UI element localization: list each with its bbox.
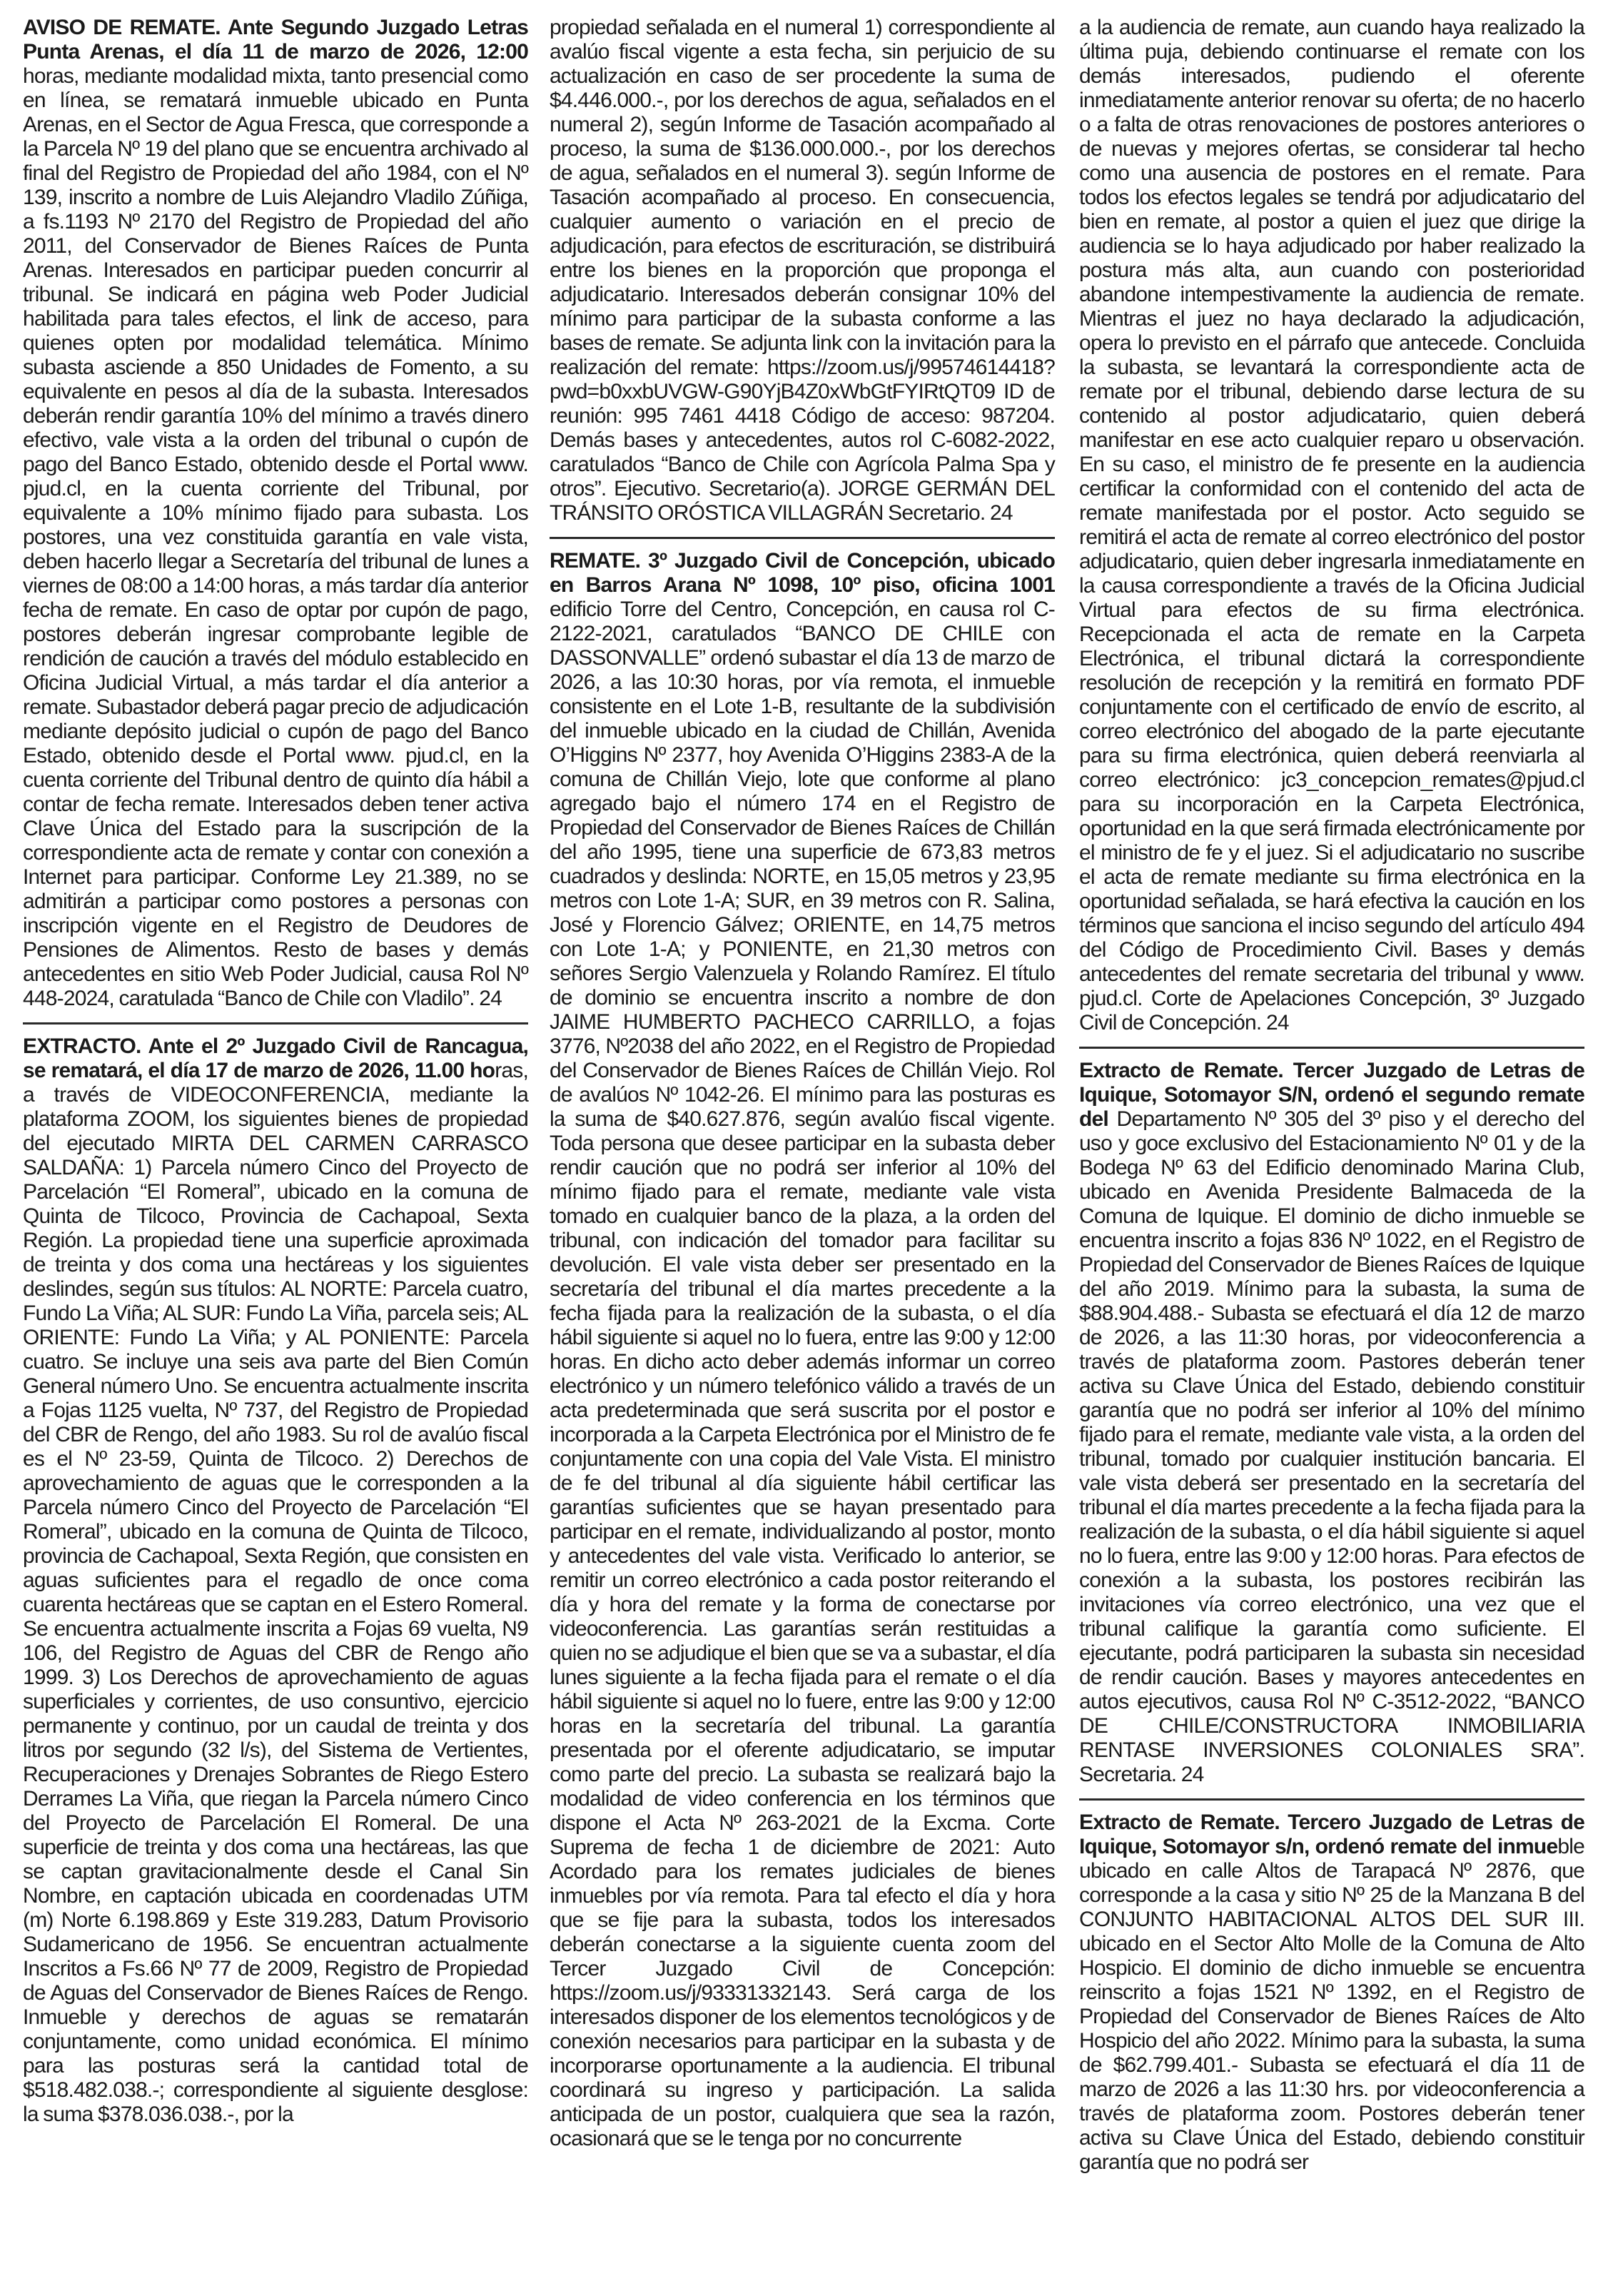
notice-body: propiedad señalada en el numeral 1) correspondiente al avalúo fiscal vigente a esta fecha, sin perjuicio de su actualización en caso de ser procedente la suma de $4.446.000.-, por los derechos de agua, señalados en el numeral 2), según Informe de Tasación acompañado al proceso, la suma de $136.000.000.-, por los derechos de agua, señalados en el numeral 3). según Informe de Tasación acompañado al proceso. En consecuencia, cualquier aumento o variación en el precio de adjudicación, para efectos de escrituración, se distribuirá entre los bienes en la proporción que proponga el adjudicatario. Interesados deberán consignar 10% del mínimo para participar de la subasta conforme a las bases de remate. Se adjunta link con la invitación para la realización del remate: https://zoom.us/j/99574614418?pwd=b0xxbUVGW-G90YjB4Z0xWbGtFYIRtQT09 ID de reunión: 995 7461 4418 Código de acceso: 987204. Demás bases y antecedentes, autos rol C-6082-2022, caratulados “Banco de Chile con Agrícola Palma Spa y otros”. Ejecutivo. Secretario(a). JORGE GERMÁN DEL TRÁNSITO ORÓSTICA VILLAGRÁN Secretario. 24 xyxy=(550,16,1055,525)
notice-aviso-remate-punta-arenas xyxy=(23,16,528,1011)
notice-extracto-rancagua xyxy=(23,1034,528,2127)
column-2 xyxy=(550,16,1055,2151)
notice-remate-concepcion-continued xyxy=(1079,16,1584,1035)
notice-heading: AVISO DE REMATE. Ante Segundo Juzgado Letras Punta Arenas, el día 11 de marzo de 2026, 12:00 xyxy=(23,16,528,64)
column-1 xyxy=(23,16,528,2127)
column-3 xyxy=(1079,16,1584,2175)
notice-body: Departamento Nº 305 del 3º piso y el derecho del uso y goce exclusivo del Estacionamiento Nº 01 y de la Bodega Nº 63 del Edificio denominado Marina Club, ubicado en Avenida Presidente Balmaceda de la Comuna de Iquique. El dominio de dicho inmueble se encuentra inscrito a fojas 836 Nº 1022, en el Registro de Propiedad del Conservador de Bienes Raíces de Iquique del año 2019. Mínimo para la subasta, la suma de $88.904.488.- Subasta se efectuará el día 12 de marzo de 2026, a las 11:30 horas, por videoconferencia a través de plataforma zoom. Pastores deberán tener activa su Clave Única del Estado, debiendo constituir garantía que no podrá ser inferior al 10% del mínimo fijado para el remate, mediante vale vista, a la orden del tribunal, tomado por cualquier institución bancaria. El vale vista deberá ser presentado en la secretaría del tribunal el día martes precedente a la fecha fijada para la realización de la subasta, o el día hábil siguiente si aquel no lo fuera, entre las 9:00 y 12:00 horas. Para efectos de conexión a la subasta, los postores recibirán las invitaciones vía correo electrónico, una vez que el tribunal califique la garantía como suficiente. El ejecutante, podrá participaren la subasta sin necesidad de rendir caución. Bases y mayores antecedentes en autos ejecutivos, causa Rol Nº C-3512-2022, “BANCO DE CHILE/CONSTRUCTORA INMOBILIARIA RENTASE INVERSIONES COLONIALES SRA”. Secretaria. 24 xyxy=(1079,1107,1584,1786)
notice-body: edificio Torre del Centro, Concepción, en causa rol C-2122-2021, caratulados “BANCO DE CHILE con DASSONVALLE” ordenó subastar el día 13 de marzo de 2026, a las 10:30 horas, por vía remota, el inmueble consistente en el Lote 1-B, resultante de la subdivisión del inmueble ubicado en la ciudad de Chillán, Avenida O’Higgins Nº 2377, hoy Avenida O’Higgins 2383-A de la comuna de Chillán Viejo, lote que conforme al plano agregado bajo el número 174 en el Registro de Propiedad del Conservador de Bienes Raíces de Chillán del año 1995, tiene una superficie de 673,83 metros cuadrados y deslinda: NORTE, en 15,05 metros y 23,95 metros con Lote 1-A; SUR, en 39 metros con R. Salina, José y Florencio Gálvez; ORIENTE, en 14,75 metros con Lote 1-A; y PONIENTE, en 21,30 metros con señores Sergio Valenzuela y Rolando Ramírez. El título de dominio se encuentra inscrito a nombre de don JAIME HUMBERTO PACHECO CARRILLO, a fojas 3776, Nº2038 del año 2022, en el Registro de Propiedad del Conservador de Bienes Raíces de Chillán Viejo. Rol de avalúos Nº 1042-26. El mínimo para las posturas es la suma de $40.627.876, según avalúo fiscal vigente. Toda persona que desee participar en la subasta deber rendir caución que no podrá ser inferior al 10% del mínimo fijado para el remate, mediante vale vista tomado en cualquier banco de la plaza, a la orden del tribunal, con indicación del tomador para facilitar su devolución. El vale vista deber ser presentado en la secretaría del tribunal el día martes precedente a la fecha fijada para la realización de la subasta, o el día hábil siguiente si aquel no lo fuera, entre las 9:00 y 12:00 horas. En dicho acto deber además informar un correo electrónico y un número telefónico válido a través de un acta predeterminada que será suscrita por el postor e incorporada a la Carpeta Electrónica por el Ministro de fe conjuntamente con una copia del Vale Vista. El ministro de fe del tribunal al día siguiente hábil certificar las garantías suficientes que se hayan presentado para participar en el remate, individualizando al postor, monto y antecedentes del vale vista. Verificado lo anterior, se remitir un correo electrónico a cada postor reiterando el día y hora del remate y la forma de conectarse por videoconferencia. Las garantías serán restituidas a quien no se adjudique el bien que se va a subastar, el día lunes siguiente a la fecha fijada para el remate o el día hábil siguiente si aquel no lo fuere, entre las 9:00 y 12:00 horas en la secretaría del tribunal. La garantía presentada por el oferente adjudicatario, se imputar como parte del precio. La subasta se realizará bajo la modalidad de video conferencia en los términos que dispone el Acta Nº 263-2021 de la Excma. Corte Suprema de fecha 1 de diciembre de 2021: Auto Acordado para los remates judiciales de bienes inmuebles por vía remota. Para tal efecto el día y hora que se fije para la subasta, todos los interesados deberán conectarse a la siguiente cuenta zoom del Tercer Juzgado Civil de Concepción: https://zoom.us/j/93331332143. Será carga de los interesados disponer de los elementos tecnológicos y de conexión necesarios para participar en la subasta y de incorporarse oportunamente a la audiencia. El tribunal coordinará su ingreso y participación. La salida anticipada de un postor, cualquiera que sea la razón, ocasionará que se le tenga por no concurrente xyxy=(550,598,1055,2150)
notice-body: horas, mediante modalidad mixta, tanto presencial como en línea, se rematará inmueble ubicado en Punta Arenas, en el Sector de Agua Fresca, que corresponde a la Parcela Nº 19 del plano que se encuentra archivado al final del Registro de Propiedad del año 1984, con el Nº 139, inscrito a nombre de Luis Alejandro Vladilo Zúñiga, a fs.1193 Nº 2170 del Registro de Propiedad del año 2011, del Conservador de Bienes Raíces de Punta Arenas. Interesados en participar pueden concurrir al tribunal. Se indicará en página web Poder Judicial habilitada para tales efectos, el link de acceso, para quienes opten por modalidad telemática. Mínimo subasta asciende a 850 Unidades de Fomento, a su equivalente en pesos al día de la subasta. Interesados deberán rendir garantía 10% del mínimo a través dinero efectivo, vale vista a la orden del tribunal o cupón de pago del Banco Estado, obtenido desde el Portal www. pjud.cl, en la cuenta corriente del Tribunal, por equivalente a 10% mínimo fijado para subasta. Los postores, una vez constituida garantía en vale vista, deben hacerlo llegar a Secretaría del tribunal de lunes a viernes de 08:00 a 14:00 horas, a más tardar día anterior fecha de remate. En caso de optar por cupón de pago, postores deberán ingresar comprobante legible de rendición de caución a través del módulo establecido en Oficina Judicial Virtual, a más tardar el día anterior a remate. Subastador deberá pagar precio de adjudicación mediante depósito judicial o cupón de pago del Banco Estado, obtenido desde el Portal www. pjud.cl, en la cuenta corriente del Tribunal dentro de quinto día hábil a contar de fecha remate. Interesados deben tener activa Clave Única del Estado para la suscripción de la correspondiente acta de remate y contar con conexión a Internet para participar. Conforme Ley 21.389, no se admitirán a participar como postores a personas con inscripción vigente en el Registro de Deudores de Pensiones de Alimentos. Resto de bases y demás antecedentes en sitio Web Poder Judicial, causa Rol Nº 448-2024, caratulada “Banco de Chile con Vladilo”. 24 xyxy=(23,64,528,1010)
notice-body: ble ubicado en calle Altos de Tarapacá Nº 2876, que corresponde a la casa y sitio Nº 25 de la Manzana B del CONJUNTO HABITACIONAL ALTOS DEL SUR III. ubicado en el Sector Alto Molle de la Comuna de Alto Hospicio. El dominio de dicho inmueble se encuentra reinscrito a fojas 1521 Nº 1392, en el Registro de Propiedad del Conservador de Bienes Raíces de Alto Hospicio del año 2022. Mínimo para la subasta, la suma de $62.799.401.- Subasta se efectuará el día 11 de marzo de 2026 a las 11:30 hrs. por videoconferencia a través de plataforma zoom. Postores deberán tener activa su Clave Única del Estado, debiendo constituir garantía que no podrá ser xyxy=(1079,1835,1584,2174)
notice-extracto-alto-hospicio xyxy=(1079,1811,1584,2175)
notice-heading: EXTRACTO. Ante el 2º Juzgado Civil de Rancagua, se rematará, el día 17 de marzo de 2026, 11.00 ho xyxy=(23,1034,528,1082)
notice-heading: Extracto de Remate. Tercer Juzgado de Letras de Iquique, Sotomayor S/N, ordenó el segundo remate del xyxy=(1079,1059,1584,1131)
notice-body: ras, a través de VIDEOCONFERENCIA, mediante la plataforma ZOOM, los siguientes bienes de propiedad del ejecutado MIRTA DEL CARMEN CARRASCO SALDAÑA: 1) Parcela número Cinco del Proyecto de Parcelación “El Romeral”, ubicado en la comuna de Quinta de Tilcoco, Provincia de Cachapoal, Sexta Región. La propiedad tiene una superficie aproximada de treinta y dos coma una hectáreas y los siguientes deslindes, según sus títulos: AL NORTE: Parcela cuatro, Fundo La Viña; AL SUR: Fundo La Viña, parcela seis; AL ORIENTE: Fundo La Viña; y AL PONIENTE: Parcela cuatro. Se incluye una seis ava parte del Bien Común General número Uno. Se encuentra actualmente inscrita a Fojas 1125 vuelta, Nº 737, del Registro de Propiedad del CBR de Rengo, del año 1983. Su rol de avalúo fiscal es el Nº 23-59, Quinta de Tilcoco. 2) Derechos de aprovechamiento de aguas que le corresponden a la Parcela número Cinco del Proyecto de Parcelación “El Romeral”, ubicado en la comuna de Quinta de Tilcoco, provincia de Cachapoal, Sexta Región, que consisten en aguas suficientes para el regadlo de once coma cuarenta hectáreas que se captan en el Estero Romeral. Se encuentra actualmente inscrita a Fojas 69 vuelta, N9 106, del Registro de Aguas del CBR de Rengo año 1999. 3) Los Derechos de aprovechamiento de aguas superficiales y corrientes, de uso consuntivo, ejercicio permanente y continuo, por un caudal de treinta y dos litros por segundo (32 l/s), del Sistema de Vertientes, Recuperaciones y Drenajes Sobrantes de Riego Estero Derrames La Viña, que riegan la Parcela número Cinco del Proyecto de Parcelación El Romeral. De una superficie de treinta y dos coma una hectáreas, las que se captan gravitacionalmente desde el Canal Sin Nombre, en captación ubicada en coordenadas UTM (m) Norte 6.198.869 y Este 319.283, Datum Provisorio Sudamericano de 1956. Se encuentran actualmente Inscritos a Fs.66 Nº 77 de 2009, Registro de Propiedad de Aguas del Conservador de Bienes Raíces de Rengo. Inmueble y derechos de aguas se rematarán conjuntamente, como unidad económica. El mínimo para las posturas será la cantidad total de $518.482.038.-; correspondiente al siguiente desglose: la suma $378.036.038.-, por la xyxy=(23,1059,528,2126)
notice-heading: Extracto de Remate. Tercero Juzgado de Letras de Iquique, Sotomayor s/n, ordenó remate del inmue xyxy=(1079,1811,1584,1858)
notice-extracto-iquique-marina-club xyxy=(1079,1059,1584,1787)
notice-heading: REMATE. 3º Juzgado Civil de Concepción, ubicado en Barros Arana Nº 1098, 10º piso, oficina 1001 xyxy=(550,549,1055,597)
notice-body: a la audiencia de remate, aun cuando haya realizado la última puja, debiendo continuarse el remate con los demás interesados, pudiendo el oferente inmediatamente anterior renovar su oferta; de no hacerlo o a falta de otras renovaciones de postores anteriores o de nuevas y mejores ofertas, se considerar tal hecho como una ausencia de postores en el remate. Para todos los efectos legales se tendrá por adjudicatario del bien en remate, al postor a quien el juez que dirige la audiencia se lo haya adjudicado por haber realizado la postura más alta, aun cuando con posterioridad abandone intempestivamente la audiencia de remate. Mientras el juez no haya declarado la adjudicación, opera lo previsto en el párrafo que antecede. Concluida la subasta, se levantará la correspondiente acta de remate por el tribunal, debiendo darse lectura de su contenido al postor adjudicatario, quien deberá manifestar en ese acto cualquier reparo u observación. En su caso, el ministro de fe presente en la audiencia certificar la conformidad con el contenido del acta de remate manifestada por el postor. Acto seguido se remitirá el acta de remate al correo electrónico del postor adjudicatario, quien deber ingresarla inmediatamente en la causa correspondiente a través de la Oficina Judicial Virtual para efectos de su firma electrónica. Recepcionada el acta de remate en la Carpeta Electrónica, el tribunal dictará la correspondiente resolución de recepción y la remitirá en formato PDF conjuntamente con el certificado de envío de escrito, al correo electrónico del abogado de la parte ejecutante para su firma electrónica, quien deberá reenviarla al correo electrónico: jc3_concepcion_remates@pjud.cl para su incorporación en la Carpeta Electrónica, oportunidad en la que será firmada electrónicamente por el ministro de fe y el juez. Si el adjudicatario no suscribe el acta de remate mediante su firma electrónica en la oportunidad señalada, se hará efectiva la caución en los términos que sanciona el inciso segundo del artículo 494 del Código de Procedimiento Civil. Bases y demás antecedentes del remate secretaria del tribunal y www. pjud.cl. Corte de Apelaciones Concepción, 3º Juzgado Civil de Concepción. 24 xyxy=(1079,16,1584,1034)
notice-divider xyxy=(1079,1047,1584,1049)
notice-divider xyxy=(550,537,1055,539)
notice-divider xyxy=(23,1022,528,1024)
notice-divider xyxy=(1079,1798,1584,1801)
notice-extracto-rancagua-continued xyxy=(550,16,1055,525)
notice-remate-concepcion xyxy=(550,549,1055,2151)
